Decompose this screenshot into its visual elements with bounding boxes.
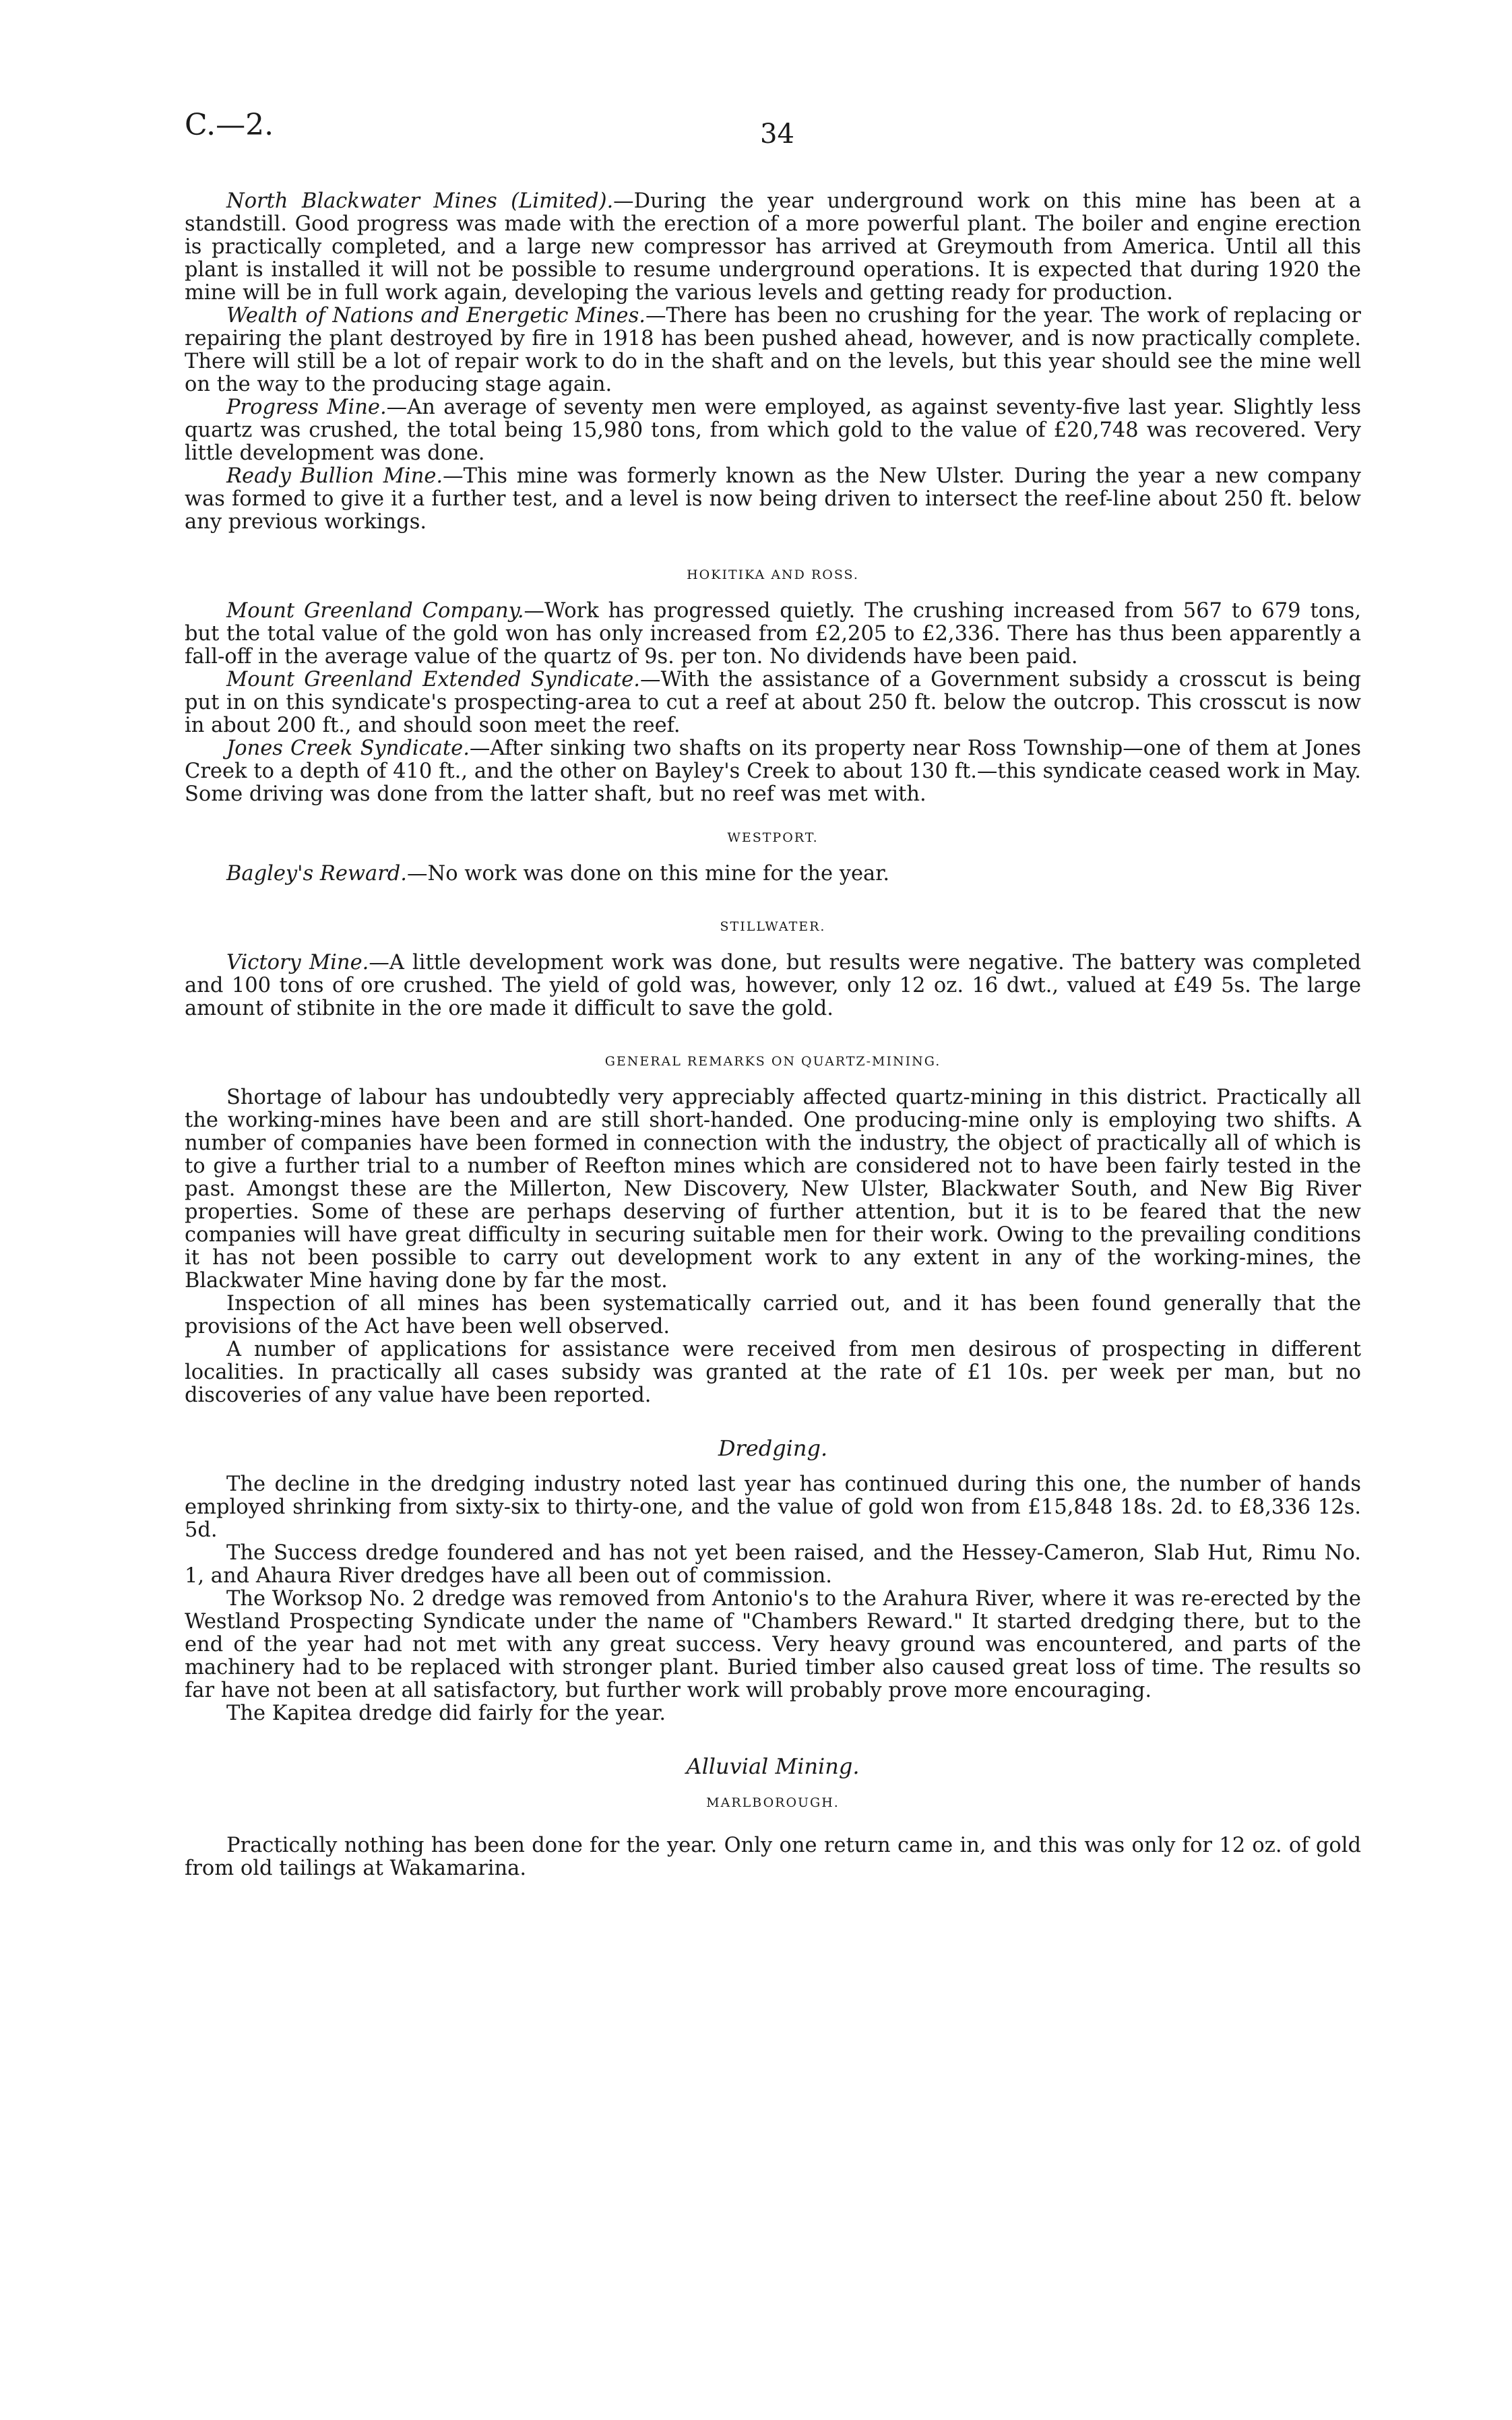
paragraph-text: The Success dredge foundered and has not yet been raised, and the Hessey-Cameron, Slab Hut, Rimu No. 1, and Ahaura River dredges have all been out of commission. <box>185 1541 1361 1588</box>
paragraph-text: —With the assistance of a Government subsidy a crosscut is being put in on this syndicate's prospecting-area to cut a reef at about 250 ft. below the outcrop. This crosscut is now in about 200 ft., and should soon meet the reef. <box>185 668 1361 737</box>
section-heading-general-remarks: GENERAL REMARKS ON QUARTZ-MINING. <box>604 1054 941 1069</box>
document-code: C.—2. <box>185 108 274 142</box>
page-body <box>185 190 1361 1880</box>
paragraph-wealth-of-nations <box>185 305 1361 396</box>
paragraph-text: —During the year underground work on this mine has been at a standstill. Good progress was made with the erection of a more powerful plant. The boiler and engine erection is practically completed, and a large new compressor has arrived at Greymouth from America. Until all this plant is installed it will not be possible to resume underground operations. It is expected that during 1920 the mine will be in full work again, developing the various levels and getting ready for production. <box>185 189 1361 305</box>
paragraph-text: —A little development work was done, but results were negative. The battery was completed and 100 tons of ore crushed. The yield of gold was, however, only 12 oz. 16 dwt., valued at £49 5s. The large amount of stibnite in the ore made it difficult to save the gold. <box>185 951 1362 1020</box>
paragraph-text: —After sinking two shafts on its property near Ross Township—one of them at Jones Creek to a depth of 410 ft., and the other on Bayley's Creek to about 130 ft.—this syndicate ceased work in May. Some driving was done from the latter shaft, but no reef was met with. <box>185 737 1361 806</box>
page-number: 34 <box>760 119 794 150</box>
paragraph-bagleys-reward <box>185 863 1361 886</box>
paragraph-text: The Kapitea dredge did fairly for the year. <box>226 1702 666 1725</box>
paragraph-shortage-of-labour <box>185 1086 1361 1293</box>
paragraph-success-dredge <box>185 1542 1361 1588</box>
paragraph-text: —Work has progressed quietly. The crushing increased from 567 to 679 tons, but the total value of the gold won has only increased from £2,205 to £2,336. There has thus been apparently a fall-off in the average value of the quartz of 9s. per ton. No dividends have been paid. <box>185 599 1361 669</box>
paragraph-jones-creek <box>185 737 1361 806</box>
paragraph-dredging-decline <box>185 1473 1361 1542</box>
paragraph-mount-greenland-extended <box>185 669 1361 737</box>
paragraph-lead: Progress Mine. <box>226 396 387 419</box>
paragraph-text: Practically nothing has been done for the year. Only one return came in, and this was only for 12 oz. of gold from old tailings at Wakamarina. <box>185 1834 1361 1880</box>
paragraph-lead: Victory Mine. <box>226 951 369 974</box>
section-heading-stillwater: STILLWATER. <box>720 919 826 934</box>
paragraph-text: The decline in the dredging industry noted last year has continued during this one, the number of hands employed shrinking from sixty-six to thirty-one, and the value of gold won from £15,848 18s. 2d. to £8,336 12s. 5d. <box>185 1472 1361 1542</box>
paragraph-applications <box>185 1338 1361 1407</box>
paragraph-lead: North Blackwater Mines (Limited). <box>226 189 614 213</box>
paragraph-inspection <box>185 1293 1361 1338</box>
paragraph-progress-mine <box>185 396 1361 465</box>
paragraph-north-blackwater <box>185 190 1361 305</box>
paragraph-lead: Mount Greenland Company. <box>226 599 524 623</box>
section-heading-hokitika: HOKITIKA AND ROSS. <box>687 567 859 582</box>
paragraph-victory-mine <box>185 952 1361 1020</box>
paragraph-kapitea-dredge <box>185 1702 1361 1725</box>
paragraph-text: The Worksop No. 2 dredge was removed from Antonio's to the Arahura River, where it was re-erected by the Westland Prospecting Syndicate under the name of "Chambers Reward." It started dredging there, but to the end of the year had not met with any great success. Very heavy ground was encountered, and parts of the machinery had to be replaced with stronger plant. Buried timber also caused great loss of time. The results so far have not been at all satisfactory, but further work will probably prove more encouraging. <box>185 1587 1361 1702</box>
paragraph-mount-greenland <box>185 600 1361 669</box>
section-heading-westport: WESTPORT. <box>727 830 819 845</box>
paragraph-text: —An average of seventy men were employed, as against seventy-five last year. Slightly less quartz was crushed, the total being 15,980 tons, from which gold to the value of £20,748 was recovered. Very little development was done. <box>185 396 1361 465</box>
subheading-alluvial-mining: Alluvial Mining. <box>686 1754 860 1779</box>
paragraph-lead: Mount Greenland Extended Syndicate. <box>226 668 640 691</box>
paragraph-lead: Ready Bullion Mine. <box>226 464 443 488</box>
subheading-dredging: Dredging. <box>718 1435 828 1461</box>
paragraph-text: —This mine was formerly known as the New Ulster. During the year a new company was formed to give it a further test, and a level is now being driven to intersect the reef-line about 250 ft. below any previous workings. <box>185 464 1361 534</box>
paragraph-lead: Wealth of Nations and Energetic Mines. <box>226 304 645 328</box>
paragraph-text: —There has been no crushing for the year. The work of replacing or repairing the plant destroyed by fire in 1918 has been pushed ahead, however, and is now practically complete. There will still be a lot of repair work to do in the shaft and on the levels, but this year should see the mine well on the way to the producing stage again. <box>185 304 1361 396</box>
section-heading-marlborough: MARLBOROUGH. <box>706 1795 840 1810</box>
paragraph-text: Inspection of all mines has been systematically carried out, and it has been found generally that the provisions of the Act have been well observed. <box>185 1292 1361 1338</box>
paragraph-ready-bullion <box>185 465 1361 534</box>
paragraph-text: Shortage of labour has undoubtedly very appreciably affected quartz-mining in this district. Practically all the working-mines have been and are still short-handed. One producing-mine only is employing two shifts. A number of companies have been formed in connection with the industry, the object of practically all of which is to give a further trial to a number of Reefton mines which are considered not to have been fairly tested in the past. Amongst these are the Millerton, New Discovery, New Ulster, Blackwater South, and New Big River properties. Some of these are perhaps deserving of further attention, but it is to be feared that the new companies will have great difficulty in securing suitable men for their work. Owing to the prevailing conditions it has not been possible to carry out development work to any extent in any of the working-mines, the Blackwater Mine having done by far the most. <box>185 1086 1361 1293</box>
paragraph-lead: Bagley's Reward. <box>226 862 407 886</box>
paragraph-marlborough <box>185 1834 1361 1880</box>
paragraph-lead: Jones Creek Syndicate. <box>226 737 470 760</box>
paragraph-text: A number of applications for assistance were received from men desirous of prospecting in different localities. In practically all cases subsidy was granted at the rate of £1 10s. per week per man, but no discoveries of any value have been reported. <box>185 1338 1361 1407</box>
paragraph-worksop-dredge <box>185 1588 1361 1702</box>
paragraph-text: —No work was done on this mine for the year. <box>407 862 890 886</box>
